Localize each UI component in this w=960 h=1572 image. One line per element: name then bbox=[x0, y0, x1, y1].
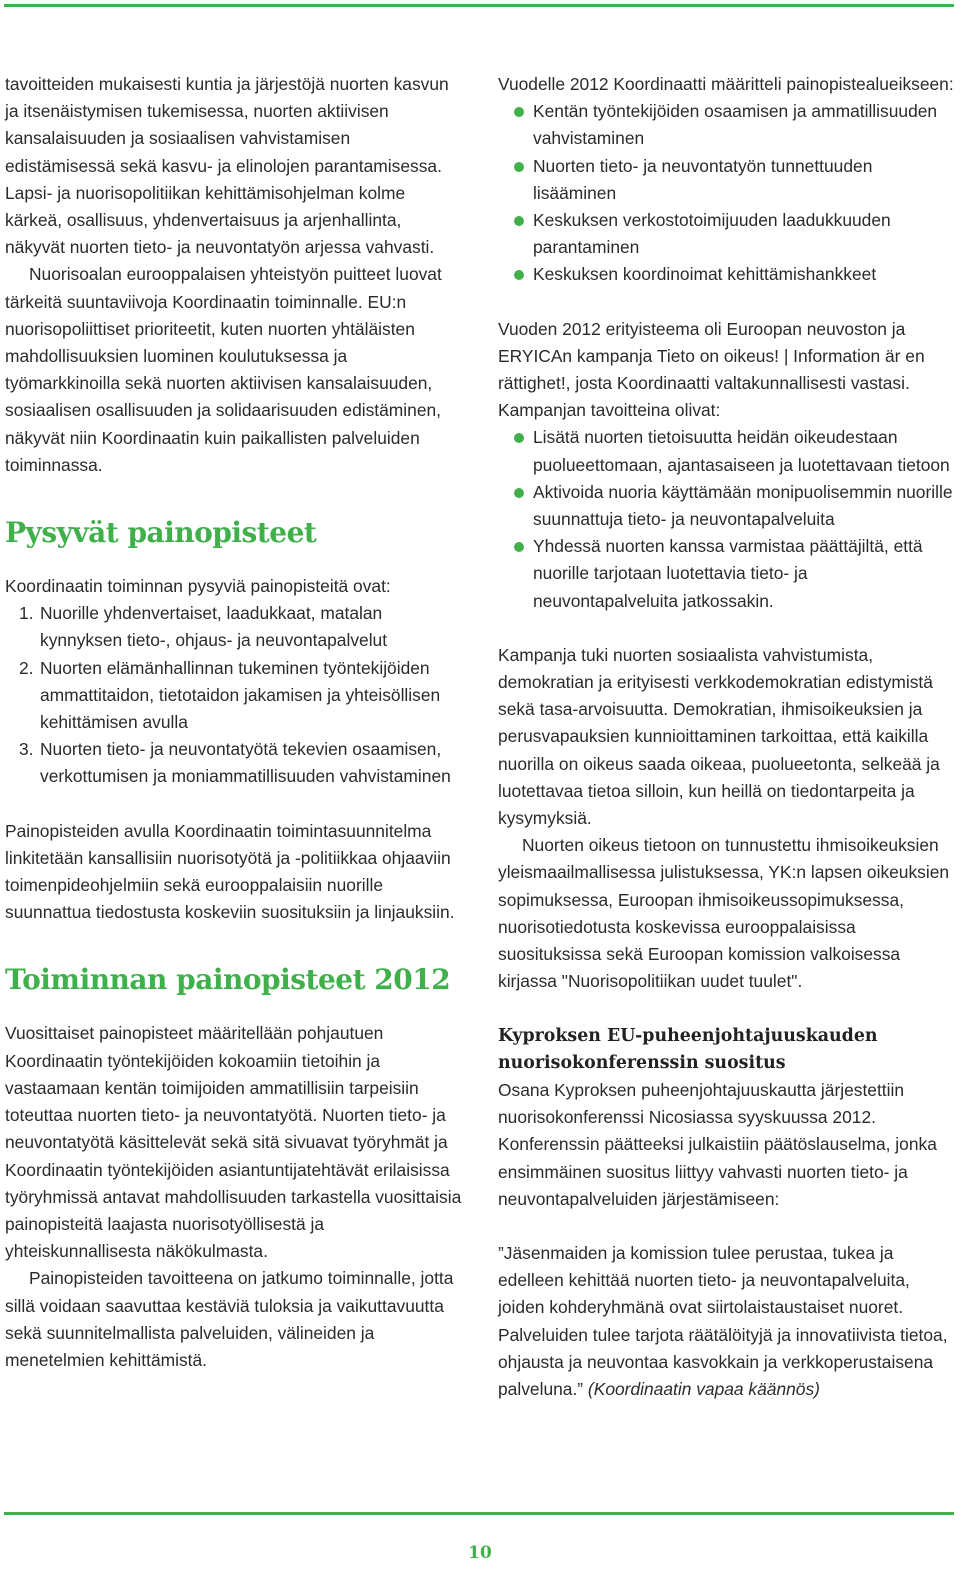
section-heading: Pysyvät painopisteet bbox=[5, 516, 317, 550]
paragraph: Koordinaatin toiminnan pysyviä painopisteitä ovat: bbox=[5, 576, 391, 597]
list-item-text: Keskuksen verkostotoimijuuden laadukkuuden parantaminen bbox=[533, 210, 891, 258]
paragraph: Painopisteiden tavoitteena on jatkumo toiminnalle, jotta sillä voidaan saavuttaa kestäviä tuloksia ja vaikuttavuutta sekä suunnitelmallista palveluiden, välineiden ja menetelmien kehittämistä. bbox=[5, 1268, 454, 1370]
list-number: 1. bbox=[19, 603, 34, 624]
paragraph: Nuorten oikeus tietoon on tunnustettu ihmisoikeuksien yleismaailmallisessa julistuksessa, YK:n lapsen oikeuksien sopimuksessa, Euroopan ihmisoikeussopimuksessa, nuorisotiedotusta koskevissa eurooppalaisissa suosituksissa sekä Euroopan komission valkoisessa kirjassa "Nuorisopolitiikan uudet tuulet". bbox=[498, 835, 950, 992]
right-column bbox=[498, 71, 954, 1403]
quote-text: ”Jäsenmaiden ja komission tulee perustaa, tukea ja edelleen kehittää nuorten tieto- ja neuvontapalveluita, joiden kohderyhmänä ovat siirtolaistaustaiset nuoret. Palveluiden tulee tarjota räätälöityjä ja innovatiivista tietoa, ohjausta ja neuvontaa kasvokkain ja verkkoperustaisena palveluna.” bbox=[498, 1242, 948, 1399]
bullet-dot-icon bbox=[514, 270, 524, 280]
list-item-text: Yhdessä nuorten kanssa varmistaa päättäjiltä, että nuorille tarjotaan luotettavia tieto- ja neuvontapalveluita jatkossakin. bbox=[533, 536, 923, 611]
paragraph: tavoitteiden mukaisesti kuntia ja järjestöjä nuorten kasvun ja itsenäistymisen tukemisessa, nuorten aktiivisen kansalaisuuden ja sosiaalisen vahvistamisen edistämisessä sekä kasvu- ja elinolojen parantamisessa. Lapsi- ja nuorisopolitiikan kehittämisohjelman kolme kärkeä, osallisuus, yhdenvertaisuus ja arjenhallinta, näkyvät nuorten tieto- ja neuvontatyön arjessa vahvasti. bbox=[5, 74, 449, 258]
subsection-heading: Kyproksen EU-puheenjohtajuuskauden nuorisokonferenssin suositus bbox=[498, 1025, 878, 1073]
bullet-list bbox=[498, 98, 954, 288]
list-item bbox=[5, 600, 463, 654]
paragraph: Nuorisoalan eurooppalaisen yhteistyön puitteet luovat tärkeitä suuntaviivoja Koordinaatin toiminnalle. EU:n nuorisopoliittiset prioriteetit, kuten nuorten yhtäläisten mahdollisuuksien luominen koulutuksessa ja työmarkkinoilla sekä nuorten aktiivisen kansalaisuuden, sosiaalisen osallisuuden ja solidaarisuuden edistäminen, näkyvät niin Koordinaatin kuin paikallisten palveluiden toiminnassa. bbox=[5, 264, 442, 475]
list-item-text: Nuorten elämänhallinnan tukeminen työntekijöiden ammattitaidon, tietotaidon jakamisen ja yhteisöllisen kehittämisen avulla bbox=[40, 657, 441, 733]
bullet-dot-icon bbox=[514, 216, 524, 226]
list-item-text: Nuorten tieto- ja neuvontatyötä tekevien osaamisen, verkottumisen ja moniammatillisuuden vahvistaminen bbox=[40, 739, 451, 787]
bullet-dot-icon bbox=[514, 433, 524, 443]
list-item-text: Keskuksen koordinoimat kehittämishankkeet bbox=[533, 264, 877, 285]
list-item bbox=[5, 655, 463, 737]
list-item bbox=[498, 424, 954, 478]
list-item bbox=[498, 261, 954, 288]
paragraph: Painopisteiden avulla Koordinaatin toimintasuunnitelma linkitetään kansallisiin nuorisotyötä ja -politiikkaa ohjaaviin toimenpideohjelmiin sekä eurooppalaisiin nuorille suunnattua tiedostusta koskeviin suosituksiin ja linjauksiin. bbox=[5, 820, 455, 923]
list-item-text: Kentän työntekijöiden osaamisen ja ammatillisuuden vahvistaminen bbox=[533, 101, 938, 149]
paragraph: Vuodelle 2012 Koordinaatti määritteli painopistealueikseen: bbox=[498, 74, 954, 94]
bullet-dot-icon bbox=[514, 107, 524, 117]
quote-translation-note: (Koordinaatin vapaa käännös) bbox=[587, 1378, 820, 1399]
paragraph: Kampanjan tavoitteina olivat: bbox=[498, 400, 721, 421]
list-item bbox=[498, 207, 954, 261]
paragraph: Osana Kyproksen puheenjohtajuuskautta järjestettiin nuorisokonferenssi Nicosiassa syyskuussa 2012. Konferenssin päätteeksi julkaistiin päätöslauselma, jonka ensimmäinen suositus liittyy vahvasti nuorten tieto- ja neuvontapalveluiden järjestämiseen: bbox=[498, 1079, 937, 1209]
list-item bbox=[498, 533, 954, 615]
list-item bbox=[498, 98, 954, 152]
paragraph: Kampanja tuki nuorten sosiaalista vahvistumista, demokratian ja erityisesti verkkodemokratian edistymistä sekä tasa-arvoisuutta. Demokratian, ihmisoikeuksien ja perusvapauksien kunnioittaminen tarkoittaa, että kaikilla nuorilla on oikeus saada oikeaa, puolueetonta, selkeää ja luotettavaa tietoa silloin, kun heillä on tiedontarpeita ja kysymyksiä. bbox=[498, 644, 940, 829]
bullet-dot-icon bbox=[514, 542, 524, 552]
list-item-text: Nuorten tieto- ja neuvontatyön tunnettuuden lisääminen bbox=[533, 155, 873, 203]
bullet-list bbox=[498, 424, 954, 614]
list-number: 3. bbox=[19, 739, 34, 760]
paragraph: Vuoden 2012 erityisteema oli Euroopan neuvoston ja ERYICAn kampanja Tieto on oikeus! | Information är en rättighet!, josta Koordinaatti valtakunnallisesti vastasi. bbox=[498, 318, 925, 394]
paragraph: Vuosittaiset painopisteet määritellään pohjautuen Koordinaatin työntekijöiden kokoamiin tietoihin ja vastaamaan kentän toimijoiden ammatillisiin tarpeisiin toteuttaa nuorten tieto- ja neuvontatyötä. Nuorten tieto- ja neuvontatyötä käsittelevät sekä sitä sivuavat työryhmät ja Koordinaatin työntekijöiden asiantuntijatehtävät erilaisissa työryhmissä antavat mahdollisuuden tarkastella vuosittaisia painopisteitä laajasta nuorisotyöllisestä ja yhteiskunnallisesta näkökulmasta. bbox=[5, 1023, 462, 1262]
list-item bbox=[498, 153, 954, 207]
list-item-text: Nuorille yhdenvertaiset, laadukkaat, matalan kynnyksen tieto-, ohjaus- ja neuvontapalvelut bbox=[40, 603, 388, 651]
list-number: 2. bbox=[19, 657, 34, 678]
left-column bbox=[5, 71, 463, 1374]
bullet-dot-icon bbox=[514, 162, 524, 172]
list-item-text: Lisätä nuorten tietoisuutta heidän oikeudestaan puolueettomaan, ajantasaiseen ja luotettavaan tietoon bbox=[533, 427, 950, 475]
bottom-rule bbox=[4, 1512, 954, 1515]
page-number: 10 bbox=[468, 1543, 492, 1563]
list-item bbox=[498, 479, 954, 533]
top-rule bbox=[4, 4, 954, 7]
quote-paragraph bbox=[498, 1240, 954, 1403]
section-heading: Toiminnan painopisteet 2012 bbox=[5, 963, 451, 997]
numbered-list bbox=[5, 600, 463, 790]
list-item bbox=[5, 736, 463, 790]
list-item-text: Aktivoida nuoria käyttämään monipuolisemmin nuorille suunnattuja tieto- ja neuvontapalveluita bbox=[533, 481, 953, 530]
bullet-dot-icon bbox=[514, 488, 524, 498]
